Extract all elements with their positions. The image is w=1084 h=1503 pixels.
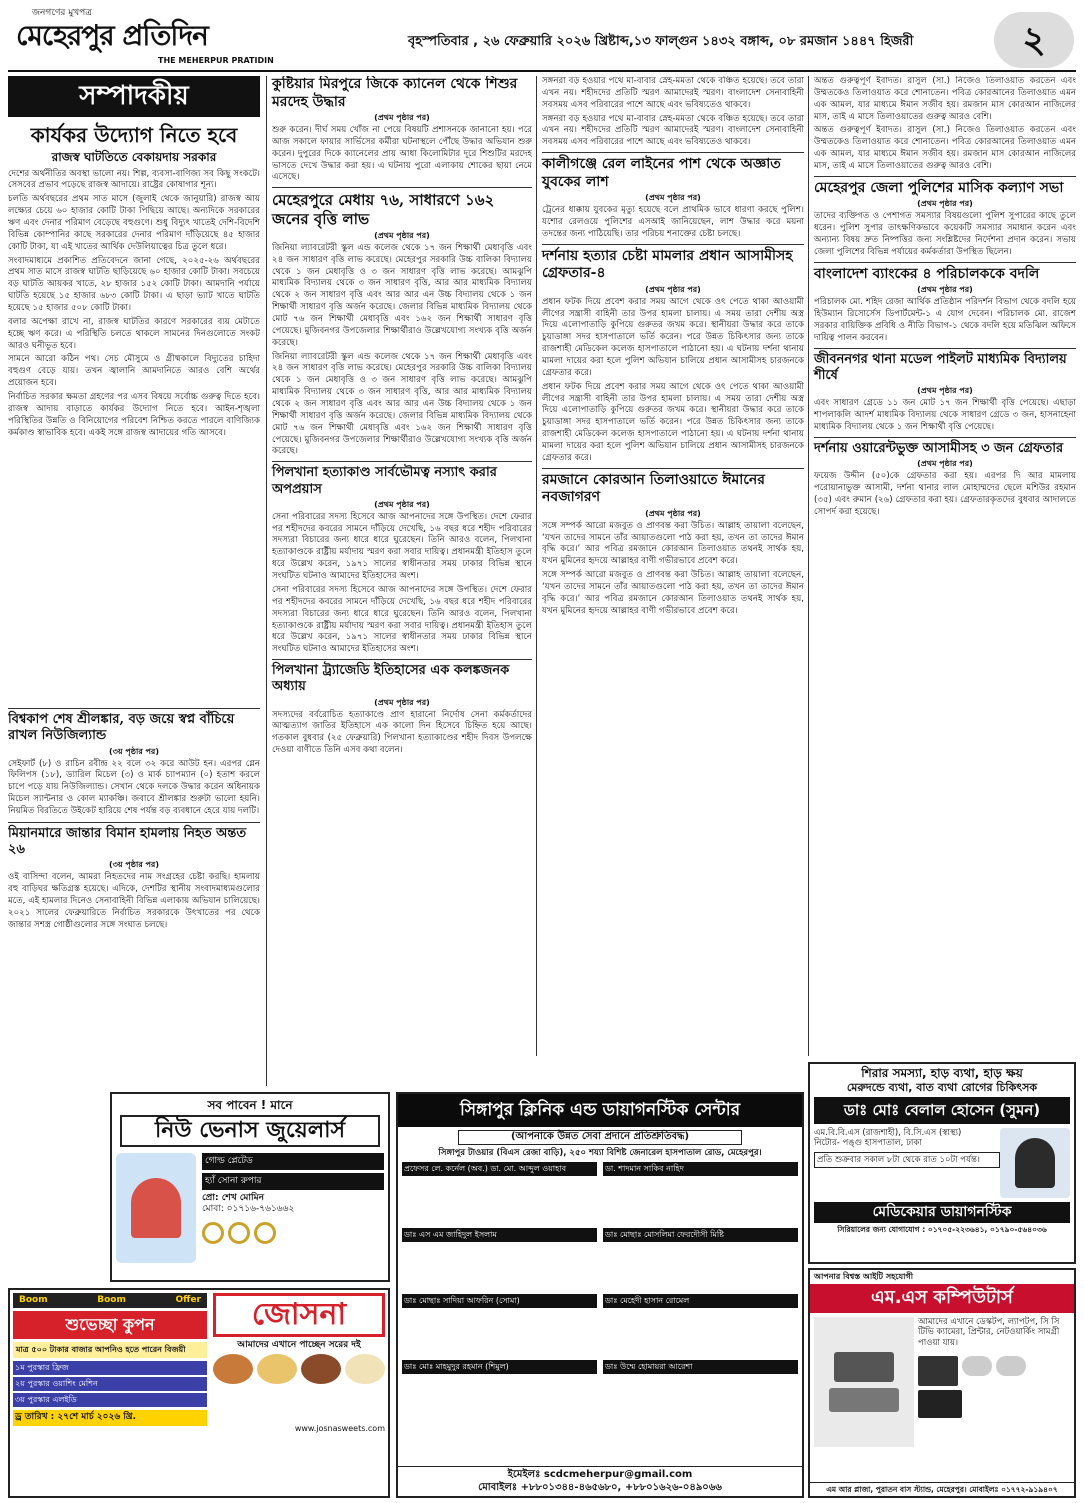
clinic-phone: মোবাইলঃ +৮৮০১৩৪৪-৪৬৫৬৮০, +৮৮০১৬২৬-০৪৯০৬৬ [478,1481,722,1493]
doctor-serial-phone: সিরিয়ালের জন্য যোগাযোগ : ০১৭০৫-২২৩৬৪১, ০১৭৯০-৫৬৪০৩৬ [837,1225,1047,1234]
prize-item: ১ম পুরস্কার ফ্রিজ [13,1361,207,1375]
story-headline: কুষ্টিয়ার মিরপুরে জিকে ক্যানেল থেকে শিশুর মরদেহ উদ্ধার [272,76,518,110]
story-text: ওই বাসিন্দা বলেন, আমরা নিহতদের নাম সংগ্রহের চেষ্টা করছি। হামলায় বহু বাড়িঘর ক্ষতিগ্রস্ত হয়েছে। এদিকে, দেশটির স্থানীয় সংবাদমাধ্যমগুলোর মতে, এই হামলার দিনেও সেনাবাহিনী বিভিন্ন এলাকায় অভিযান চালিয়েছে। ২০২১ সালের ফেব্রুয়ারিতে নির্বাচিত সরকারকে উৎখাতের পর থেকে জান্তার সশস্ত্র গোষ্ঠীগুলোর সঙ্গে সংঘাত চলছে। [8,872,260,930]
editorial-column [8,76,260,706]
doctor-entry [402,1294,597,1354]
printer-image [814,1317,914,1447]
computer-ad-footer: এম আর প্লাজা, পুরাতন বাস স্ট্যান্ড, মেহেরপুর। মোবাইলঃ ০১৭৭২-৯১৯৪০৭ [810,1482,1074,1496]
story-headline: পিলখানা ট্র্যাজেডি ইতিহাসের এক কলঙ্কজনক অধ্যায় [272,659,532,696]
boom-label: Boom [19,1295,48,1305]
story-headline: জীবননগর থানা মডেল পাইলট মাধ্যমিক বিদ্যালয় শীর্ষে [814,348,1076,385]
diagnostic-center-name: মেডিকেয়ার ডায়াগনস্টিক [814,1202,1070,1224]
continued-label: (প্রথম পৃষ্ঠার পর) [374,499,430,509]
computer-ad [808,1268,1076,1498]
doctor-degrees: এম.বি.বি.এস (রাজশাহী), বি.সি.এস (স্বাস্থ্য) [814,1127,962,1138]
clinic-address: সিঙ্গাপুর টাওয়ার (বিএস রেজা বাড়ি), ২৫০ শয্যা বিশিষ্ট জেনারেল হাসপাতাল রোড, মেহেরপুর। [438,1147,762,1158]
story-headline: বাংলাদেশ ব্যাংকের ৪ পরিচালককে বদলি [814,262,1076,284]
story-headline: দর্শনায় ওয়ারেন্টভুক্ত আসামীসহ ৩ জন গ্রেফতার [814,437,1076,457]
tagline: জনগণের মুখপত্র [32,8,92,18]
doctor-name: ডাঃ মেহেদী হাসান রোমেল [603,1294,798,1308]
prize-item: ৩য় পুরস্কার এলইডি [13,1393,207,1407]
sweet-icon [345,1354,385,1384]
coupon-title: শুভেচ্ছা কুপন [13,1311,207,1339]
computer-ad-body: আমাদের এখানে ডেস্কটপ, ল্যাপটপ, সি সি টিভি ক্যামেরা, প্রিন্টার, নেটওয়ার্কিং সামগ্রী পাওয়া যায়। [918,1316,1060,1348]
clinic-ad [396,1092,804,1498]
doctor-ad [808,1062,1076,1264]
story-headline: রমজানে কোরআন তিলাওয়াতে ঈমানের নবজাগরণ [542,468,804,507]
story-headline: বিশ্বকাপ শেষ শ্রীলঙ্কার, বড় জয়ে স্বপ্ন বাঁচিয়ে রাখল নিউজিল্যান্ড [8,712,235,744]
doctor-ad-head: শিরার সমস্যা, হাড় ব্যথা, হাড় ক্ষয় [861,1066,1023,1080]
clinic-tagline: (আপনাকে উন্নত সেবা প্রদানে প্রতিশ্রুতিবদ্ধ) [458,1130,742,1145]
ring-icon [202,1222,224,1244]
doctor-ad-head2: মেরুদন্ডে ব্যথা, বাত ব্যথা রোগের চিকিৎসক [846,1081,1038,1094]
story-text: তাদের ব্যক্তিগত ও পেশাগত সমস্যার বিষয়গুলো পুলিশ সুপারের কাছে তুলে ধরেন। পুলিশ সুপার তাৎক্ষণিকভাবে কয়েকটি সমস্যার সমাধান করেন এবং অন্যান্য বিষয় দ্রুত নিষ্পত্তির জন্য সংশ্লিষ্টদের নির্দেশনা প্রদান করেন। সভায় জেলা পুলিশের বিভিন্ন পর্যায়ের কর্মকর্তারা উপস্থিত ছিলেন। [814,211,1076,257]
continued-label: (প্রথম পৃষ্ঠার পর) [374,697,430,707]
doctor-name: ডাঃ মোছাঃ সাদিয়া আফরিন (সোমা) [402,1294,597,1308]
story-text: সঙ্গে সম্পর্ক আরো মজবুত ও প্রাণবন্ত করা উচিত। আল্লাহ তায়ালা বলেছেন, ‘যখন তাদের সামনে তাঁর আয়াতগুলো পাঠ করা হয়, তখন তা তাদের ঈমান বৃদ্ধি করে।’ আর পবিত্র রমজানে কোরআন তিলাওয়াত তথনই সার্থক হয়, যখন মুমিনের হৃদয়ে আল্লাহর বাণী গভীরভাবে প্রবেশ করে। [542,570,804,616]
page-number: ২ [994,12,1074,68]
ad-line: হ্যাঁ সোনা রুপার [202,1173,384,1190]
doctor-entry [603,1162,798,1222]
masthead [8,4,1076,72]
owner-photo [116,1153,196,1263]
doctor-entry [402,1228,597,1288]
ad-phone: মোবা: ০১৭১৬-৭৬১৬৬২ [202,1204,295,1215]
clinic-title: সিঙ্গাপুর ক্লিনিক এন্ড ডায়াগনস্টিক সেন্টার [398,1094,802,1127]
boom-label: Offer [175,1295,201,1305]
editorial-paragraph: চলতি অর্থবছরের প্রথম সাত মাসে (জুলাই থেকে জানুয়ারি) রাজস্ব আয় লক্ষ্যের চেয়ে ৬০ হাজার কোটি টাকা পিছিয়ে আছে। অন্যদিকে সরকারের ঋণ এবং দেনার পরিমাণ বেড়েছে বহুগুণে। শুধু বিদ্যুৎ খাতেই দেশি-বিদেশি বিভিন্ন কোম্পানির কাছে সরকারের দেনার পরিমাণ দাঁড়িয়েছে ৪৫ হাজার কোটি টাকা, যা এই খাতের আর্থিক দেউলিয়াত্বের চিত্র তুলে ধরে। [8,194,260,252]
story-text: শুরু করেন। দীর্ঘ সময় খোঁজ না পেয়ে বিষয়টি প্রশাসনকে জানানো হয়। পরে আজ সকালে ফায়ার সার্ভিসের কর্মীরা ঘটনাস্থলে পৌঁছে উদ্ধার অভিযান শুরু করেন। দুপুরের দিকে ক্যানেলের প্রায় আধা কিলোমিটার দূরে শিশুটির মরদেহ ভাসতে দেখে উদ্ধার করা হয়। এ ঘটনায় পুরো এলাকায় শোকের ছায়া নেমে এসেছে। [272,125,532,183]
editorial-subhead: রাজস্ব ঘাটতিতে বেকায়দায় সরকার [51,149,217,164]
doctor-entry [402,1360,597,1410]
editorial-paragraph: বলার অপেক্ষা রাখে না, রাজস্ব ঘাটতির কারণে সরকারের ব্যয় মেটাতে হচ্ছে ঋণ করে। এ পরিস্থিতি চলতে থাকলে সামনের দিনগুলোতে সংকট আরও ঘনীভূত হবে। [8,316,260,351]
story-text: ফয়েজ উদ্দীন (৫০)কে গ্রেফতার করা হয়। এরপর দি আর মামলায় পরোয়ানাভুক্ত আসামী, দর্শনা থানার লাল মোহাম্মদের ছেলে মশিউর রহমান (৩৫) এবং রুমান (২৬) গ্রেফতার করা হয়। গ্রেফতারকৃতদের বুধবার আদালতে সোপর্দ করা হয়েছে। [814,471,1076,517]
story-text: সঙ্গনরা বড় হওয়ার পথে মা-বাবার স্নেহ-মমতা থেকে বঞ্চিত হয়েছে। তবে তারা এখন নয়। শহীদদের প্রতিটি স্মরণ আমাদেরই স্মরণ। বাংলাদেশ সেনাবাহিনী সবসময় এসব পরিবারের পাশে আছে এবং ভবিষ্যতেও থাকবে। [542,76,804,110]
editorial-paragraph: সংবাদমাধ্যমে প্রকাশিত প্রতিবেদনে জানা গেছে, ২০২৫-২৬ অর্থবছরের প্রথম সাত মাসে রাজস্ব ঘাটতি ছাড়িয়েছে ৬০ হাজার কোটি টাকা। সবচেয়ে বড় ঘাটতি আয়কর খাতে, ২৮ হাজার ১৫২ কোটি টাকা। আমদানি পর্যায়ে ঘাটতি হয়েছে ১৫ হাজার ৬৮৩ কোটি টাকা। এ ছাড়া ভ্যাট খাতে ঘাটতি হয়েছে ১৫ হাজার ৫০৮ কোটি টাকা। [8,255,260,313]
story-text: সঙ্গনরা বড় হওয়ার পথে মা-বাবার স্নেহ-মমতা থেকে বঞ্চিত হয়েছে। তবে তারা এখন নয়। শহীদদের প্রতিটি স্মরণ আমাদেরই স্মরণ। বাংলাদেশ সেনাবাহিনী সবসময় এসব পরিবারের পাশে আছে এবং ভবিষ্যতেও থাকবে। [542,113,804,148]
doctor-name: ডা. শাদমান সাকিব নাহিদ [603,1162,798,1176]
story-headline: পিলখানা হত্যাকাণ্ড সার্বভৌমত্ব নস্যাৎ করার অপপ্রয়াস [272,461,532,498]
story-text: জিনিয়া ল্যাবরেটরী স্কুল এন্ড কলেজ থেকে ১৭ জন শিক্ষার্থী মেধাবৃত্তি এবং ২৪ জন সাধারণ বৃত্তি লাভ করেছে। মেহেরপুর সরকারি উচ্চ বালিকা বিদ্যালয় থেকে ১ জন মেধাবৃত্তি ও ৩ জন সাধারণ বৃত্তি লাভ করেছে। আমঝুপি মাধ্যমিক বিদ্যালয় থেকে ৩ জন সাধারণ বৃত্তি, আর আর মাধ্যমিক বিদ্যালয় থেকে ২ জন সাধারণ বৃত্তি এবং আর আর এন উচ্চ বিদ্যালয় থেকে ১ জন শিক্ষার্থী সাধারণ বৃত্তি অর্জন করেছে। জেলার বিভিন্ন মাধ্যমিক বিদ্যালয় থেকে মোট ৭৬ জন শিক্ষার্থী মেধাবৃত্তি এবং ১৬২ জন শিক্ষার্থী সাধারণ বৃত্তি পেয়েছে। মুজিবনগর উপজেলার শিক্ষার্থীরাও উল্লেখযোগ্য সংখ্যক বৃত্তি অর্জন করেছে। [272,351,532,457]
ad-line: গোল্ড প্লেটেড [202,1153,384,1170]
ring-icon [254,1222,276,1244]
logo-subtitle: THE MEHERPUR PRATIDIN [158,56,274,65]
josna-sub: আমাদের এখানে পাচ্ছেন সরের দই [237,1339,361,1350]
editorial-headline: কার্যকর উদ্যোগ নিতে হবে [30,122,238,147]
doctor-name: ডাঃ উম্মে হোমায়রা আরেশা [603,1360,798,1374]
sweet-icon [301,1354,341,1384]
story-text: সঙ্গে সম্পর্ক আরো মজবুত ও প্রাণবন্ত করা উচিত। আল্লাহ তায়ালা বলেছেন, ‘যখন তাদের সামনে তাঁর আয়াতগুলো পাঠ করা হয়, তখন তা তাদের ঈমান বৃদ্ধি করে।’ আর পবিত্র রমজানে কোরআন তিলাওয়াত তথনই সার্থক হয়, যখন মুমিনের হৃদয়ে আল্লাহর বাণী গভীরভাবে প্রবেশ করে। [542,520,804,567]
continued-label: (প্রথম পৃষ্ঠার পর) [645,508,701,518]
story-text: অন্তত গুরুত্বপূর্ণ ইবাদত। রাসুল (সা.) নিজেও তিলাওয়াত করতেন এবং উম্মতকেও তিলাওয়াত করে শোনাতেন। পবিত্র কোরআনের তিলাওয়াত এমন এক আমল, যার মাধ্যমে ঈমান সজীব হয়। রমজান মাস কোরআন নাজিলের মাস, তাই এ মাসে তিলাওয়াতের গুরুত্ব আরও বেশি। [814,125,1076,172]
story-headline: দর্শনায় হত্যার চেষ্টা মামলার প্রধান আসামীসহ গ্রেফতার-৪ [542,244,804,283]
monitor-icon [918,1356,958,1386]
story-headline: মিয়ানমারে জান্তার বিমান হামলায় নিহত অন্তত ২৬ [8,822,260,859]
story-headline: মেহেরপুরে মেধায় ৭৬, সাধারণে ১৬২ জনের বৃত্তি লাভ [272,187,532,229]
column2 [266,76,532,1086]
prize-list [13,1361,207,1407]
story-text: প্রধান ফটক দিয়ে প্রবেশ করার সময় আগে থেকে ওৎ পেতে থাকা আওয়ামী লীগের সন্ত্রাসী বাহিনী তার উপর হামলা চালায়। এ সময় তারা দেশীয় অস্ত্র দিয়ে এলোপাতাড়ি কুপিয়ে গুরুতর জখম করে। স্থানীয়রা উদ্ধার করে তাকে চুয়াডাঙ্গা সদর হাসপাতালে ভর্তি করেন। পরে উন্নত চিকিৎসার জন্য তাকে রাজশাহী মেডিকেল কলেজ হাসপাতালে পাঠানো হয়। এ ঘটনায় দর্শনা থানায় মামলা দায়ের করা হলে পুলিশ অভিযান চালিয়ে প্রধান আসামীসহ চারজনকে গ্রেফতার করে। [542,381,804,463]
sweet-icon [213,1354,253,1384]
doctor-time: প্রতি শুক্রবার সকাল ৮টা থেকে রাত ১০টা পর্যন্ত। [814,1152,1000,1169]
continued-label: (৩য় পৃষ্ঠার পর) [109,746,159,756]
continued-label: (প্রথম পৃষ্ঠার পর) [645,284,701,294]
column1-stories [8,708,260,1088]
boom-label: Boom [97,1295,126,1305]
doctor-entry [603,1228,798,1288]
story-text: সেইফার্ট (৮) ও রাচিন রবীন্দ্র ২২ বলে ৩২ করে আউট হন। এরপর গ্লেন ফিলিপস (১৮), ড্যারিল মিচেল (৩) ও মার্ক চ্যাপম্যান (০) হতাশ করলে চাপে পড়ে যায় নিউজিল্যান্ড। সেখান থেকে দলকে উদ্ধার করেন অধিনায়ক মিচেল স্যান্টনার ও কোল ম্যাকঞ্চি। জবাবে শ্রীলঙ্কার শুরুটা ভালো হয়নি। নিয়মিত বিরতিতে উইকেট হারিয়ে শেষ পর্যন্ত বড় ব্যবধানে হেরে যায় দলটি। [8,758,260,816]
prize-item: ২য় পুরস্কার ওয়াশিং মেশিন [13,1377,207,1391]
josna-web: www.josnasweets.com [294,1423,385,1433]
cctv-camera-icon [996,1356,1026,1376]
continued-label: (৩য় পৃষ্ঠার পর) [109,860,159,870]
story-text: জিনিয়া ল্যাবরেটরী স্কুল এন্ড কলেজ থেকে ১৭ জন শিক্ষার্থী মেধাবৃত্তি এবং ২৪ জন সাধারণ বৃত্তি লাভ করেছে। মেহেরপুর সরকারি উচ্চ বালিকা বিদ্যালয় থেকে ১ জন মেধাবৃত্তি ও ৩ জন সাধারণ বৃত্তি লাভ করেছে। আমঝুপি মাধ্যমিক বিদ্যালয় থেকে ৩ জন সাধারণ বৃত্তি, আর আর মাধ্যমিক বিদ্যালয় থেকে ২ জন সাধারণ বৃত্তি এবং আর আর এন উচ্চ বিদ্যালয় থেকে ১ জন শিক্ষার্থী সাধারণ বৃত্তি অর্জন করেছে। জেলার বিভিন্ন মাধ্যমিক বিদ্যালয় থেকে মোট ৭৬ জন শিক্ষার্থী মেধাবৃত্তি এবং ১৬২ জন শিক্ষার্থী সাধারণ বৃত্তি পেয়েছে। মুজিবনগর উপজেলার শিক্ষার্থীরাও উল্লেখযোগ্য সংখ্যক বৃত্তি অর্জন করেছে। [272,242,532,348]
continued-label: (প্রথম পৃষ্ঠার পর) [645,193,701,203]
computer-ad-top: আপনার বিশ্বস্ত আইটি সহযোগী [814,1272,913,1281]
story-text: পরিচালক মো. শহিদ রেজা আর্থিক প্রতিষ্ঠান পরিদর্শন বিভাগ থেকে বদলি হয়ে হিউম্যান রিসোর্সেস ডিপার্টমেন্ট-১ এ যোগ দেবেন। পরিচালক মো. রাজেশ সরকার বায়িক্তিক প্রবিধি ও নীতি বিভাগ-১ থেকে বদলি হয়ে মতিঝিল অফিসে দায়িত্ব পালন করবেন। [814,297,1076,343]
story-text: সেনা পরিবারের সদস্য হিসেবে আজ আপনাদের সঙ্গে উপস্থিত। দেশে ফেরার পর শহীদদের কবরের সামনে দাঁড়িয়ে দেখেছি, ১৬ বছর ধরে শহীদ পরিবারের সদস্যরা বিচারের জন্য ধারে ধারে ঘুরেছেন। তিনি আরও বলেন, পিলখানা হত্যাকাণ্ডকে রাষ্ট্রীয় মর্যাদায় স্মরণ করা সবার দায়িত্ব। প্রধানমন্ত্রী ইতিহাস তুলে ধরে উল্লেখ করেন, ১৯৭১ সালের স্বাধীনতার সময় ঢাকার বিভিন্ন স্থানে সংঘটিত ঘটনাও আমাদের ইতিহাসের অংশ। [272,511,532,582]
printer-icon [829,1388,899,1412]
newspaper-logo: মেহেরপুর প্রতিদিন [16,19,208,52]
doctor-name: ডাঃ এস এম জাহিদুল ইসলাম [402,1228,597,1242]
story-text: সেনা পরিবারের সদস্য হিসেবে আজ আপনাদের সঙ্গে উপস্থিত। দেশে ফেরার পর শহীদদের কবরের সামনে দাঁড়িয়ে দেখেছি, ১৬ বছর ধরে শহীদ পরিবারের সদস্যরা বিচারের জন্য ধারে ধারে ঘুরেছেন। তিনি আরও বলেন, পিলখানা হত্যাকাণ্ডকে রাষ্ট্রীয় মর্যাদায় স্মরণ করা সবার দায়িত্ব। প্রধানমন্ত্রী ইতিহাস তুলে ধরে উল্লেখ করেন, ১৯৭১ সালের স্বাধীনতার সময় ঢাকার বিভিন্ন স্থানে সংঘটিত ঘটনাও আমাদের ইতিহাসের অংশ। [272,584,532,655]
ad-top-text: সব পাবেন ! মানে [207,1098,293,1112]
ring-icon [228,1222,250,1244]
continued-label: (প্রথম পৃষ্ঠার পর) [917,285,973,295]
editorial-paragraph: সামনে আরো কঠিন পথ। সেচ মৌসুমে ও গ্রীষ্মকালে বিদ্যুতের চাহিদা বহুগুণ বেড়ে যায়। তখন জ্বালানি আমদানিতে আরও বেশি অর্থের প্রয়োজন হবে। [8,354,260,389]
story-text: ট্রেনের ধাক্কায় যুবকের মৃত্যু হয়েছে বলে প্রাথমিক ভাবে ধারণা করছে পুলিশ। যশোর রেলওয়ে পুলিশের এসআই জানিয়েছেন, লাশ উদ্ধার করে ময়না তদন্তের জন্য পাঠিয়েছি। তার পরিচয় শনাক্তের চেষ্টা চলছে। [542,205,804,239]
continued-label: (প্রথম পৃষ্ঠার পর) [917,386,973,396]
jewellers-name: নিউ ভেনাস জুয়েলার্স [120,1115,380,1147]
doctor-photo [1000,1128,1070,1198]
story-text: অন্তত গুরুত্বপূর্ণ ইবাদত। রাসুল (সা.) নিজেও তিলাওয়াত করতেন এবং উম্মতকেও তিলাওয়াত করে শোনাতেন। পবিত্র কোরআনের তিলাওয়াত এমন এক আমল, যার মাধ্যমে ঈমান সজীব হয়। রমজান মাস কোরআন নাজিলের মাস, তাই এ মাসে তিলাওয়াতের গুরুত্ব আরও বেশি। [814,76,1076,122]
column4 [808,76,1076,1056]
printer-icon [834,1352,894,1382]
story-text: এবং সাধারণ গ্রেডে ১১ জন মোট ১৭ জন শিক্ষার্থী বৃত্তি পেয়েছে। এছাড়া শাপলাকলি আদর্শ মাধ্যমিক বিদ্যালয় থেকে সাধারণ গ্রেডে ৩ জন, হাসনাহেনা মাধ্যমিক বিদ্যালয় থেকে ১ জন শিক্ষার্থী বৃত্তি পেয়েছে। [814,398,1076,432]
continued-label: (প্রথম পৃষ্ঠার পর) [374,230,430,240]
josna-sweets-ad [8,1288,390,1498]
editorial-paragraph: নির্বাচিত সরকার ক্ষমতা গ্রহণের পর এসব বিষয়ে সর্বোচ্চ গুরুত্ব দিতে হবে। রাজস্ব আদায় বাড়াতে কার্যকর উদ্যোগ নিতে হবে। আইন-শৃঙ্খলা পরিস্থিতির উন্নতি ও বিনিয়োগের পরিবেশ নিশ্চিত করতে পারলে বাণিজ্যিক কর্মকাণ্ড স্বাভাবিক হবে। একই সঙ্গে রাজস্ব আদায়ের গতি আসবে। [8,391,260,438]
offer-text: মাত্র ৫০০ টাকার বাজার আপনিও হতে পারেন বিজয়ী [13,1342,207,1358]
doctor-detail: নিটোর- পঙ্গু হাসপাতাল, ঢাকা [814,1138,922,1149]
story-text: সদস্যদের বর্বরোচিত হত্যাকাণ্ডে প্রাণ হারানো নির্দোষ সেনা কর্মকর্তাদের আত্মত্যাগ জাতির ইতিহাসে এক কালো দিন হিসেবে চিহ্নিত হয়ে আছে। গতকাল বুধবার (২৫ ফেব্রুয়ারি) পিলখানা হত্যাকাণ্ডের শহীদ দিবস উপলক্ষে দেওয়া বাণীতে তিনি এসব কথা বলেন। [272,709,532,756]
josna-logo: জোসনা [213,1293,385,1337]
continued-label: (প্রথম পৃষ্ঠার পর) [374,113,430,122]
draw-date: ড্র তারিখ : ২৭শে মার্চ ২০২৬ খ্রি. [13,1410,207,1425]
story-headline: কালীগঞ্জে রেল লাইনের পাশ থেকে অজ্ঞাত যুবকের লাশ [542,152,804,191]
dateline: বৃহস্পতিবার , ২৬ ফেব্রুয়ারি ২০২৬ খ্রিষ্টাব্দ,১৩ ফাল্গুন ১৪৩২ বঙ্গাব্দ, ০৮ রমজান ১৪৪৭ হিজরী [408,34,914,49]
doctor-entry [603,1360,798,1410]
clinic-email: ইমেইলঃ scdcmeherpur@gmail.com [507,1469,693,1480]
column3 [536,76,804,1056]
continued-label: (প্রথম পৃষ্ঠার পর) [917,459,973,469]
story-headline: মেহেরপুর জেলা পুলিশের মাসিক কল্যাণ সভা [814,176,1076,198]
cctv-camera-icon [962,1356,992,1376]
doctor-name: ডাঃ মোঃ মাহমুদুর রহমান (শিমুল) [402,1360,597,1374]
continued-label: (প্রথম পৃষ্ঠার পর) [917,199,973,209]
sweet-icon [257,1354,297,1384]
editorial-banner: সম্পাদকীয় [8,76,260,117]
ad-owner: প্রো: শেখ মোমিন [202,1193,264,1203]
jewellers-ad [110,1092,390,1282]
doctor-entry [603,1294,798,1354]
story-text: প্রধান ফটক দিয়ে প্রবেশ করার সময় আগে থেকে ওৎ পেতে থাকা আওয়ামী লীগের সন্ত্রাসী বাহিনী তার উপর হামলা চালায়। এ সময় তারা দেশীয় অস্ত্র দিয়ে এলোপাতাড়ি কুপিয়ে গুরুতর জখম করে। স্থানীয়রা উদ্ধার করে তাকে চুয়াডাঙ্গা সদর হাসপাতালে ভর্তি করেন। পরে উন্নত চিকিৎসার জন্য তাকে রাজশাহী মেডিকেল কলেজ হাসপাতালে পাঠানো হয়। এ ঘটনায় দর্শনা থানায় মামলা দায়ের করা হলে পুলিশ অভিযান চালিয়ে প্রধান আসামীসহ চারজনকে গ্রেফতার করে। [542,296,804,378]
doctor-entry [402,1162,597,1222]
laptop-icon [918,1390,962,1418]
editorial-paragraph: দেশের অর্থনীতির অবস্থা ভালো নয়। শিল্প, ব্যবসা-বাণিজ্য সব কিছু সংকটে। সেসবের প্রভাব পড়েছে রাজস্ব আদায়ে। রাষ্ট্রের কোষাগার শূন্য। [8,168,260,191]
doctor-name: ডাঃ মোঃ বেলাল হোসেন (সুমন) [814,1097,1070,1124]
doctor-name: প্রফেসর লে. কর্নেল (অব.) ডা. মো. আব্দুল ওয়াহাব [402,1162,597,1176]
computer-shop-name: এম.এস কম্পিউটার্স [810,1284,1074,1313]
doctor-name: ডাঃ মোছাঃ মোসলিমা ফেরদৌসী মিষ্টি [603,1228,798,1242]
